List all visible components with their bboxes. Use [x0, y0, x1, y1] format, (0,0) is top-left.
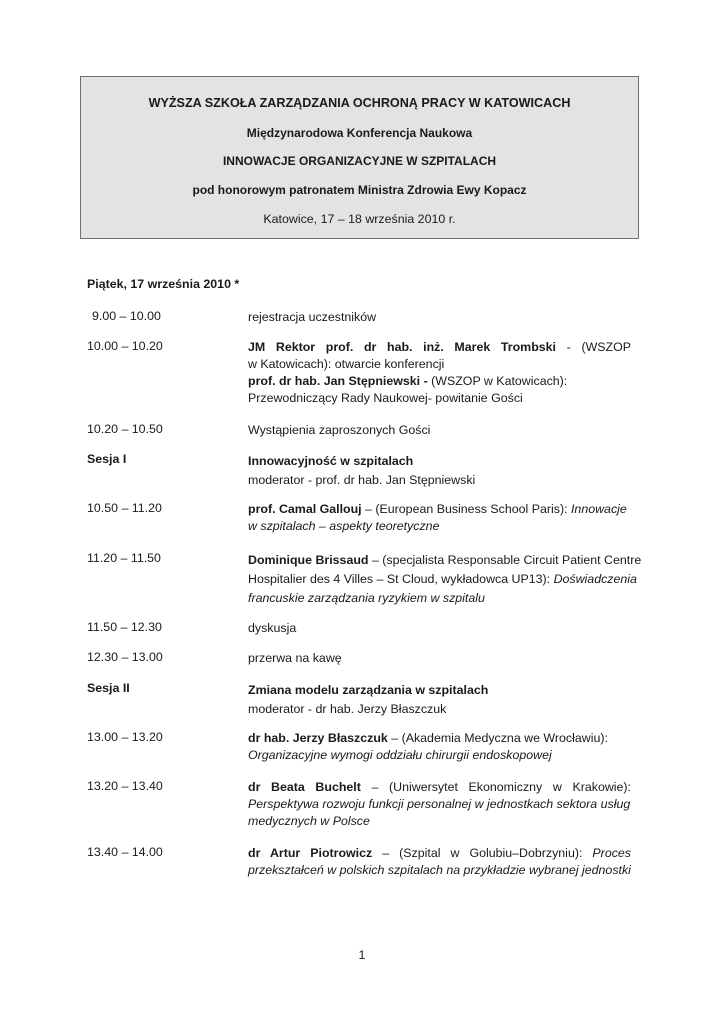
schedule-description — [248, 620, 631, 637]
talk-title: medycznych w Polsce — [248, 814, 370, 828]
talk-title: Innowacje — [570, 502, 627, 516]
schedule-description — [248, 650, 631, 667]
description-line: Przewodniczący Rady Naukowej- powitanie Gości — [248, 391, 523, 405]
time-slot: 11.20 – 11.50 — [87, 551, 161, 565]
description-text: rejestracja uczestników — [248, 310, 377, 324]
location-date: Katowice, 17 – 18 września 2010 r. — [263, 212, 456, 226]
time-slot: 10.20 – 10.50 — [87, 422, 163, 436]
description-line — [248, 501, 631, 518]
speaker-name: dr Artur Piotrowicz — [248, 846, 373, 860]
session-moderator: moderator - prof. dr hab. Jan Stępniewski — [248, 473, 476, 487]
description-text: Wystąpienia zaproszonych Gości — [248, 423, 431, 437]
schedule-description — [248, 779, 631, 830]
time-slot: 10.00 – 10.20 — [87, 339, 163, 353]
schedule-description — [248, 339, 631, 407]
conference-header-box — [80, 76, 639, 239]
talk-title: przekształceń w polskich szpitalach na przykładzie wybranej jednostki — [248, 863, 631, 877]
time-slot: 10.50 – 11.20 — [87, 501, 162, 515]
session-title: Zmiana modelu zarządzania w szpitalach — [248, 683, 489, 697]
talk-title: Organizacyjne wymogi oddziału chirurgii endoskopowej — [248, 748, 552, 762]
schedule-description — [248, 501, 631, 535]
schedule-description — [248, 845, 631, 879]
speaker-affiliation: – (Szpital w Golubiu–Dobrzyniu): — [372, 846, 593, 860]
session-description — [248, 452, 631, 490]
speaker-affiliation: – (Uniwersytet Ekonomiczny w Krakowie): — [360, 780, 631, 794]
schedule-description — [248, 730, 631, 764]
time-slot: 9.00 – 10.00 — [92, 309, 161, 323]
description-line — [248, 730, 631, 747]
speaker-affiliation: - (WSZOP — [556, 340, 631, 354]
description-line — [248, 845, 631, 862]
speaker-affiliation: – (European Business School Paris): — [361, 502, 571, 516]
talk-title: francuskie zarządzania ryzykiem w szpitalu — [248, 591, 485, 605]
time-slot: 12.30 – 13.00 — [87, 650, 163, 664]
page-number: 1 — [358, 948, 366, 962]
time-slot: 13.20 – 13.40 — [87, 779, 163, 793]
schedule-description — [248, 309, 631, 326]
speaker-name: dr Beata Buchelt — [248, 780, 361, 794]
description-line — [248, 779, 631, 796]
time-slot: 13.00 – 13.20 — [87, 730, 163, 744]
session-label: Sesja II — [87, 681, 130, 695]
conference-name: INNOWACJE ORGANIZACYJNE W SZPITALACH — [222, 154, 497, 168]
talk-title: Doświadczenia — [553, 572, 637, 586]
school-title: WYŻSZA SZKOŁA ZARZĄDZANIA OCHRONĄ PRACY W KATOWICACH — [148, 96, 571, 110]
time-slot: 11.50 – 12.30 — [87, 620, 162, 634]
speaker-affiliation: Hospitalier des 4 Villes – St Cloud, wykładowca UP13): — [248, 572, 554, 586]
time-slot: 13.40 – 14.00 — [87, 845, 163, 859]
conference-type: Międzynarodowa Konferencja Naukowa — [246, 126, 473, 140]
schedule-description — [248, 551, 642, 608]
description-line — [248, 339, 631, 356]
speaker-name: JM Rektor prof. dr hab. inż. Marek Trombski — [248, 340, 556, 354]
session-label: Sesja I — [87, 452, 127, 466]
patronage-line: pod honorowym patronatem Ministra Zdrowia Ewy Kopacz — [192, 183, 527, 197]
description-line: w Katowicach): otwarcie konferencji — [248, 357, 445, 371]
session-description — [248, 681, 631, 719]
talk-title: w szpitalach – aspekty teoretyczne — [248, 519, 440, 533]
description-line — [248, 570, 637, 589]
session-moderator: moderator - dr hab. Jerzy Błaszczuk — [248, 702, 447, 716]
speaker-name: dr hab. Jerzy Błaszczuk — [248, 731, 388, 745]
description-line — [248, 373, 631, 390]
talk-title: Proces — [592, 846, 631, 860]
description-text: dyskusja — [248, 621, 297, 635]
speaker-affiliation: (WSZOP w Katowicach): — [427, 374, 568, 388]
talk-title: Perspektywa rozwoju funkcji personalnej w jednostkach sektora usług — [248, 797, 631, 811]
speaker-name: prof. dr hab. Jan Stępniewski - — [248, 374, 428, 388]
description-line — [248, 551, 642, 570]
speaker-name: Dominique Brissaud — [248, 553, 369, 567]
session-title: Innowacyjność w szpitalach — [248, 454, 414, 468]
schedule-description — [248, 422, 631, 439]
day-heading: Piątek, 17 września 2010 * — [87, 277, 240, 291]
description-text: przerwa na kawę — [248, 651, 342, 665]
speaker-affiliation: – (Akademia Medyczna we Wrocławiu): — [387, 731, 608, 745]
speaker-affiliation: – (specjalista Responsable Circuit Patient Centre — [368, 553, 642, 567]
speaker-name: prof. Camal Gallouj — [248, 502, 362, 516]
